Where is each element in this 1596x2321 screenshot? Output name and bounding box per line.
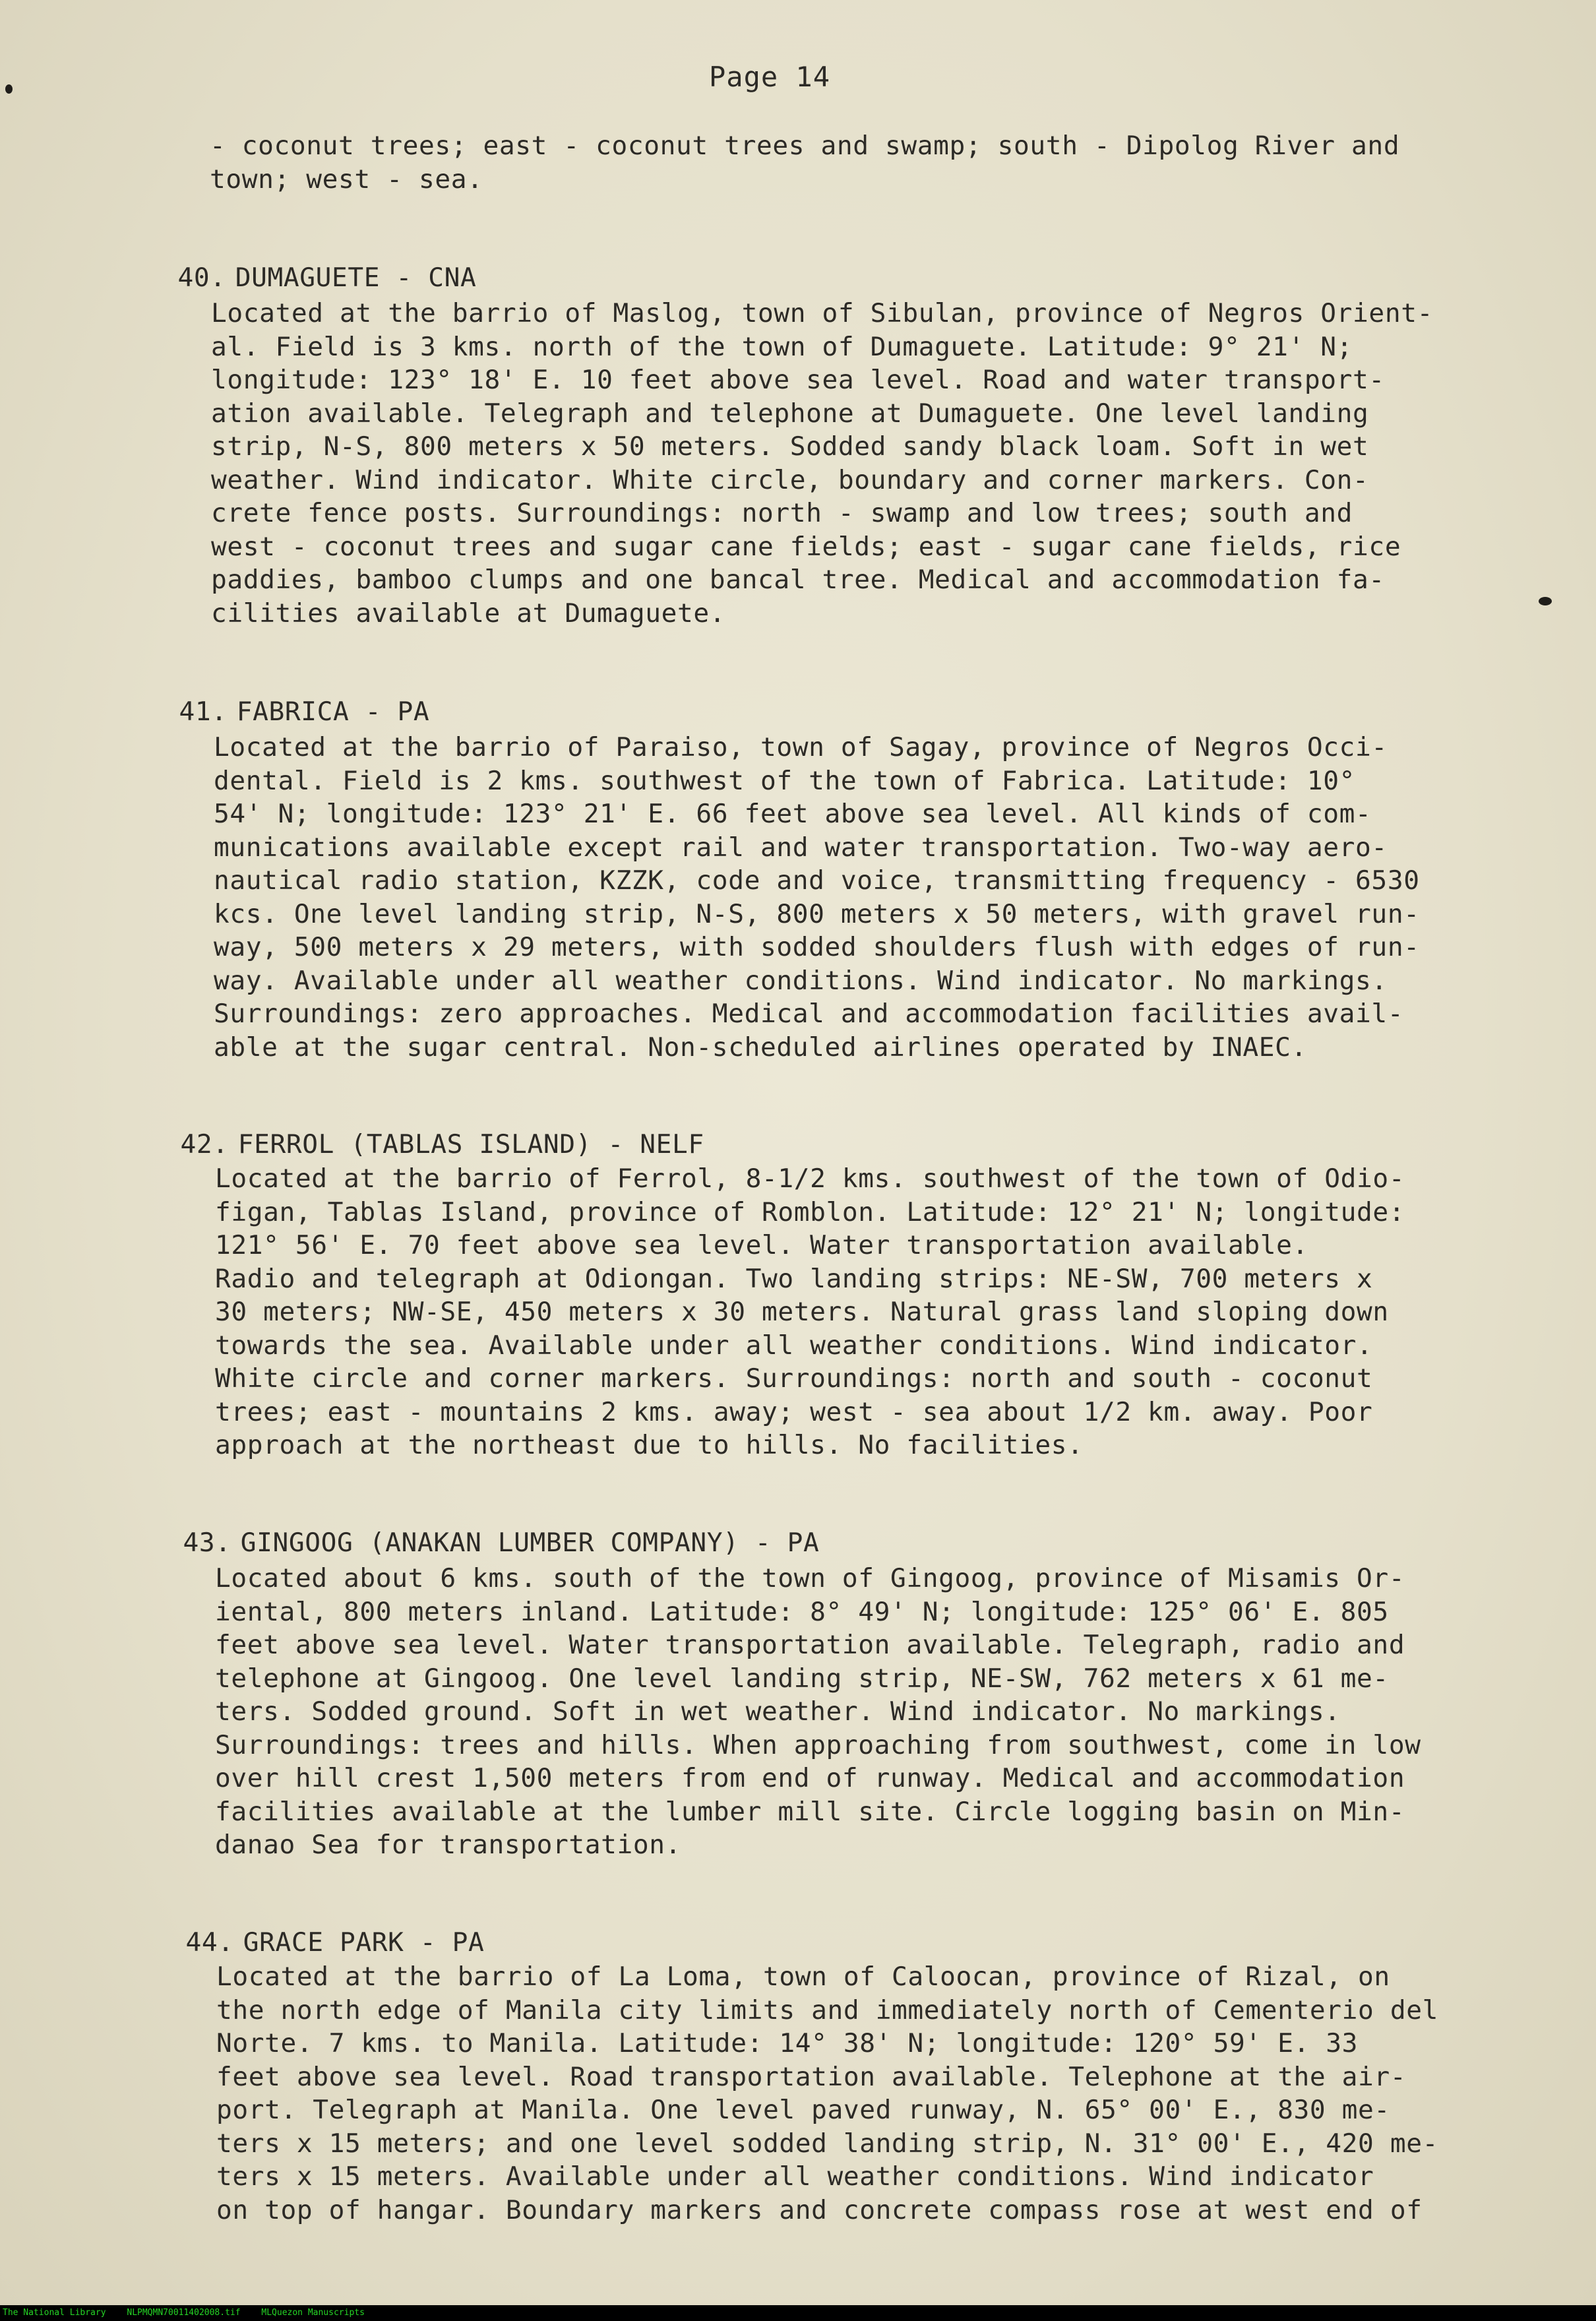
entry-paragraph xyxy=(215,1162,1508,1462)
text-line: nautical radio station, KZZK, code and voice, transmitting frequency - 6530 xyxy=(214,865,1420,896)
text-line: towards the sea. Available under all weather conditions. Wind indicator. xyxy=(215,1330,1373,1361)
entry-number: 41. xyxy=(179,696,228,727)
text-line: the north edge of Manila city limits and immediately north of Cementerio del xyxy=(216,1995,1438,2026)
text-line: iental, 800 meters inland. Latitude: 8° 49' N; longitude: 125° 06' E. 805 xyxy=(215,1596,1389,1627)
text-line: way. Available under all weather conditions. Wind indicator. No markings. xyxy=(214,965,1388,996)
text-line: ters x 15 meters. Available under all weather conditions. Wind indicator xyxy=(216,2161,1374,2192)
text-line: paddies, bamboo clumps and one bancal tree. Medical and accommodation fa- xyxy=(211,565,1385,595)
text-line: 121° 56' E. 70 feet above sea level. Water transportation available. xyxy=(215,1230,1308,1260)
footer-collection: MLQuezon Manuscripts xyxy=(261,2308,365,2318)
text-line: 54' N; longitude: 123° 21' E. 66 feet above sea level. All kinds of com- xyxy=(214,799,1372,829)
text-line: over hill crest 1,500 meters from end of runway. Medical and accommodation xyxy=(215,1763,1405,1793)
text-line: Located at the barrio of La Loma, town of Caloocan, province of Rizal, on xyxy=(216,1962,1390,1992)
ink-spot xyxy=(5,84,13,94)
intro-paragraph xyxy=(210,129,1502,196)
text-line: crete fence posts. Surroundings: north - swamp and low trees; south and xyxy=(211,498,1353,528)
text-line: ation available. Telegraph and telephone at Dumaguete. One level landing xyxy=(211,398,1369,429)
entry-number: 42. xyxy=(180,1129,229,1160)
text-line: Located about 6 kms. south of the town of Gingoog, province of Misamis Or- xyxy=(215,1563,1405,1594)
entry-title: GRACE PARK - PA xyxy=(243,1927,485,1958)
text-line: feet above sea level. Water transportation available. Telegraph, radio and xyxy=(215,1630,1405,1660)
text-line: Surroundings: trees and hills. When approaching from southwest, come in low xyxy=(215,1729,1421,1760)
text-line: ters x 15 meters; and one level sodded landing strip, N. 31° 00' E., 420 me- xyxy=(216,2128,1438,2159)
text-line: figan, Tablas Island, province of Romblon. Latitude: 12° 21' N; longitude: xyxy=(215,1196,1405,1227)
text-line: danao Sea for transportation. xyxy=(215,1830,682,1860)
entry-title: FERROL (TABLAS ISLAND) - NELF xyxy=(237,1129,704,1160)
text-line: west - coconut trees and sugar cane fields; east - sugar cane fields, rice xyxy=(211,531,1401,562)
text-line: port. Telegraph at Manila. One level paved runway, N. 65° 00' E., 830 me- xyxy=(216,2095,1390,2125)
text-line: Norte. 7 kms. to Manila. Latitude: 14° 38' N; longitude: 120° 59' E. 33 xyxy=(216,2028,1359,2058)
text-line: Located at the barrio of Ferrol, 8-1/2 kms. southwest of the town of Odio- xyxy=(215,1163,1405,1194)
footer-filename: NLPMQMN70011402008.tif xyxy=(127,2308,241,2318)
entry-title: DUMAGUETE - CNA xyxy=(235,263,477,293)
entry-paragraph xyxy=(215,1562,1508,1862)
scan-footer-bar xyxy=(0,2305,1596,2321)
text-line: trees; east - mountains 2 kms. away; west - sea about 1/2 km. away. Poor xyxy=(215,1396,1373,1427)
text-line: on top of hangar. Boundary markers and concrete compass rose at west end of xyxy=(216,2194,1423,2225)
text-line: - coconut trees; east - coconut trees and swamp; south - Dipolog River and xyxy=(210,131,1400,161)
text-line: Located at the barrio of Maslog, town of Sibulan, province of Negros Orient- xyxy=(211,298,1433,328)
text-line: 30 meters; NW-SE, 450 meters x 30 meters. Natural grass land sloping down xyxy=(215,1297,1389,1327)
text-line: kcs. One level landing strip, N-S, 800 meters x 50 meters, with gravel run- xyxy=(214,898,1420,929)
entry-paragraph xyxy=(214,731,1506,1064)
text-line: strip, N-S, 800 meters x 50 meters. Sodded sandy black loam. Soft in wet xyxy=(211,431,1369,462)
text-line: al. Field is 3 kms. north of the town of Dumaguete. Latitude: 9° 21' N; xyxy=(211,331,1353,362)
text-line: ters. Sodded ground. Soft in wet weather. Wind indicator. No markings. xyxy=(215,1696,1341,1727)
text-line: approach at the northeast due to hills. No facilities. xyxy=(215,1430,1084,1460)
text-line: Radio and telegraph at Odiongan. Two landing strips: NE-SW, 700 meters x xyxy=(215,1263,1373,1294)
text-line: telephone at Gingoog. One level landing strip, NE-SW, 762 meters x 61 me- xyxy=(215,1663,1389,1694)
text-line: way, 500 meters x 29 meters, with sodded shoulders flush with edges of run- xyxy=(214,932,1420,962)
entry-title: FABRICA - PA xyxy=(236,696,430,727)
text-line: Surroundings: zero approaches. Medical and accommodation facilities avail- xyxy=(214,999,1404,1029)
ink-spot xyxy=(1539,597,1552,605)
entry-title: GINGOOG (ANAKAN LUMBER COMPANY) - PA xyxy=(240,1528,820,1558)
text-line: cilities available at Dumaguete. xyxy=(211,598,726,629)
text-line: longitude: 123° 18' E. 10 feet above sea level. Road and water transport- xyxy=(211,365,1385,395)
entry-number: 40. xyxy=(177,263,226,293)
text-line: feet above sea level. Road transportation available. Telephone at the air- xyxy=(216,2061,1407,2092)
text-line: facilities available at the lumber mill site. Circle logging basin on Min- xyxy=(215,1796,1405,1827)
text-line: munications available except rail and water transportation. Two-way aero- xyxy=(214,832,1388,863)
page-number: Page 14 xyxy=(709,61,831,93)
text-line: town; west - sea. xyxy=(210,164,483,195)
entry-paragraph xyxy=(211,297,1504,630)
text-line: White circle and corner markers. Surroundings: north and south - coconut xyxy=(215,1363,1373,1394)
entry-number: 43. xyxy=(183,1528,231,1558)
footer-library: The National Library xyxy=(3,2308,106,2318)
entry-number: 44. xyxy=(185,1927,234,1958)
entry-paragraph xyxy=(216,1960,1509,2227)
text-line: able at the sugar central. Non-scheduled airlines operated by INAEC. xyxy=(214,1032,1307,1063)
text-line: dental. Field is 2 kms. southwest of the town of Fabrica. Latitude: 10° xyxy=(214,765,1356,796)
text-line: Located at the barrio of Paraiso, town of Sagay, province of Negros Occi- xyxy=(214,732,1388,762)
text-line: weather. Wind indicator. White circle, boundary and corner markers. Con- xyxy=(211,464,1369,495)
